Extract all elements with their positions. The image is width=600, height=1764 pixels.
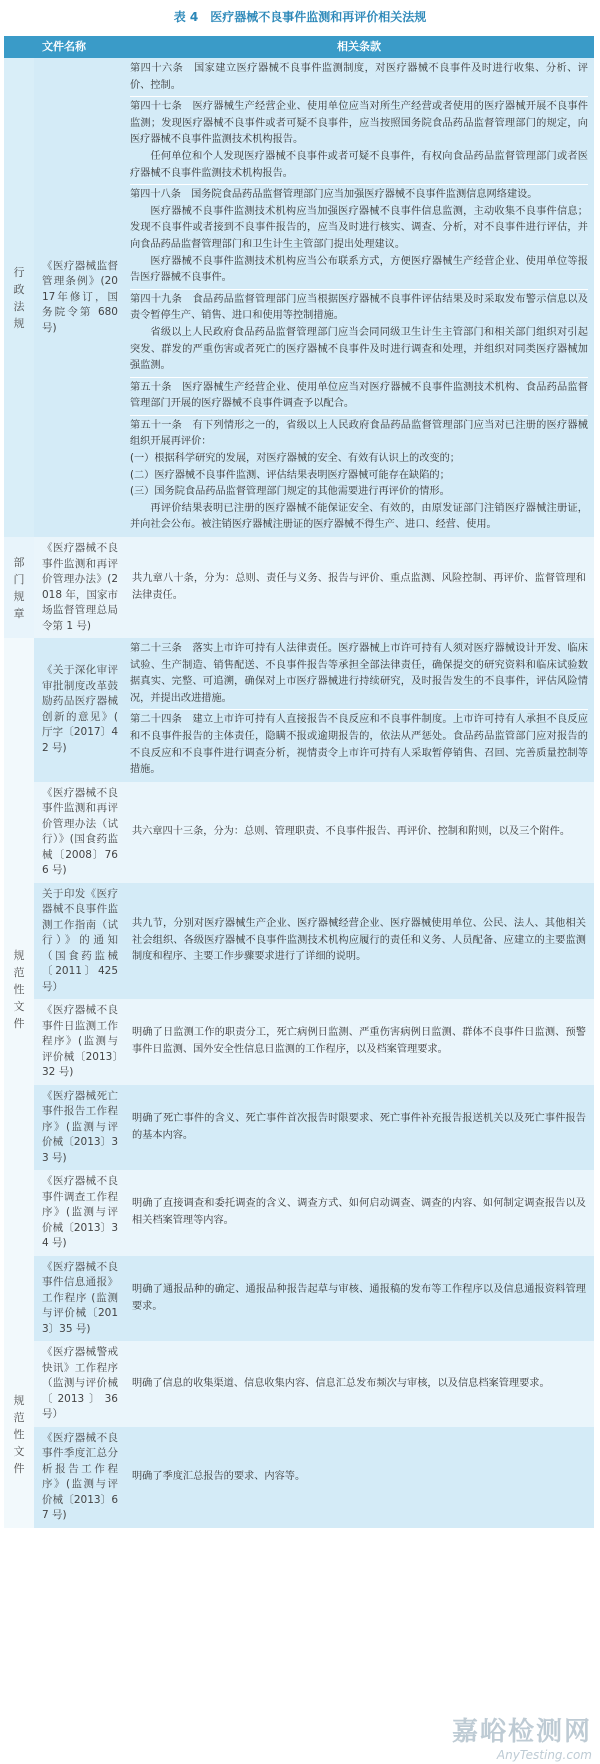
clause-paragraph: 第二十三条 落实上市许可持有人法律责任。医疗器械上市许可持有人须对医疗器械设计开发、临床试验、生产制造、销售配送、不良事件报告等承担全部法律责任，确保提交的研究资料和临床试验数据真实、完整、可追溯，确保对上市医疗器械进行持续研究，及时报告发生的不良事件，评估风险情况，并提出改进措施。 <box>130 643 588 704</box>
clause-paragraph: 第二十四条 建立上市许可持有人直接报告不良反应和不良事件制度。上市许可持有人承担不良反应和不良事件报告的主体责任，隐瞒不报或逾期报告的，依法从严惩处。食品药品监管部门应对报告的不良反应和不良事件进行调查分析，视情责令上市许可持有人采取暂停销售、召回、完善质量控制等措施。 <box>130 714 588 776</box>
watermark <box>452 1711 592 1762</box>
clause-list-item: (二）医疗器械不良事件监测、评估结果表明医疗器械可能存在缺陷的； <box>130 469 450 481</box>
table-row <box>4 1170 594 1256</box>
clause-list-item: (三）国务院食品药品监督管理部门规定的其他需要进行再评价的情形。 <box>130 486 450 498</box>
clause-content <box>124 1085 594 1171</box>
document-name: 《医疗器械死亡事件报告工作程序》(监测与评价械〔2013〕33 号) <box>34 1085 124 1171</box>
clause-paragraph: 明确了通报品种的确定、通报品种报告起草与审核、通报稿的发布等工作程序以及信息通报资料管理要求。 <box>132 1283 586 1312</box>
document-name: 《医疗器械不良事件信息通报》工作程序 (监测与评价械〔2013〕35 号) <box>34 1256 124 1342</box>
table-row <box>4 782 594 883</box>
category-departmental-rules: 部门规章 <box>4 537 34 638</box>
clause-content <box>124 1341 594 1427</box>
clause-paragraph: 医疗器械不良事件监测技术机构应当公布联系方式，方便医疗器械生产经营企业、使用单位等报告医疗器械不良事件。 <box>130 255 588 284</box>
clause-paragraph: 第四十七条 医疗器械生产经营企业、使用单位应当对所生产经营或者使用的医疗器械开展不良事件监测；发现医疗器械不良事件或者可疑不良事件，应当按照国务院食品药品监督管理部门的规定，向医疗器械不良事件监测技术机构报告。 <box>130 101 588 146</box>
header-document-name: 文件名称 <box>4 36 124 58</box>
table-row <box>4 883 594 1000</box>
document-name: 《医疗器械不良事件监测和再评价管理办法（试行）》(国食药监械〔2008〕766 号) <box>34 782 124 883</box>
watermark-en: AnyTesting.com <box>496 1748 592 1762</box>
clause-paragraph: 明确了季度汇总报告的要求、内容等。 <box>132 1470 306 1482</box>
clause-paragraph: 第四十六条 国家建立医疗器械不良事件监测制度，对医疗器械不良事件及时进行收集、分析、评价、控制。 <box>130 63 588 91</box>
clause-paragraph: 第五十一条 有下列情形之一的，省级以上人民政府食品药品监督管理部门应当对已注册的医疗器械组织开展再评价： <box>130 419 588 448</box>
clause-paragraph: 第四十九条 食品药品监督管理部门应当根据医疗器械不良事件评估结果及时采取发布警示信息以及责令暂停生产、销售、进口和使用等控制措施。 <box>130 293 588 322</box>
clause-content <box>124 638 594 782</box>
clause-paragraph: 明确了死亡事件的含义、死亡事件首次报告时限要求、死亡事件补充报告报送机关以及死亡事件报告的基本内容。 <box>132 1112 586 1141</box>
clause-paragraph: 共九节，分别对医疗器械生产企业、医疗器械经营企业、医疗器械使用单位、公民、法人、其他相关社会组织、各级医疗器械不良事件监测技术机构应履行的责任和义务、人员配备、应建立的主要监测制度和程序、主要工作步骤要求进行了详细的说明。 <box>132 918 586 963</box>
table-row <box>4 1341 594 1427</box>
table-header-row <box>4 36 594 58</box>
clause-paragraph: 第四十八条 国务院食品药品监督管理部门应当加强医疗器械不良事件监测信息网络建设。 <box>130 189 538 201</box>
clause-paragraph: 省级以上人民政府食品药品监督管理部门应当会同同级卫生计生主管部门和相关部门组织对引起突发、群发的严重伤害或者死亡的医疗器械不良事件及时进行调查和处理，并组织对同类医疗器械加强监测。 <box>130 326 588 372</box>
clause-paragraph: 再评价结果表明已注册的医疗器械不能保证安全、有效的，由原发证部门注销医疗器械注册证，并向社会公布。被注销医疗器械注册证的医疗器械不得生产、进口、经营、使用。 <box>130 502 588 531</box>
clause-paragraph: 共九章八十条，分为：总则、责任与义务、报告与评价、重点监测、风险控制、再评价、监督管理和法律责任。 <box>132 572 586 601</box>
document-name: 《关于深化审评审批制度改革鼓励药品医疗器械创新的意见》( 厅字〔2017〕42 号) <box>34 638 124 782</box>
clause-content <box>124 537 594 638</box>
watermark-cn: 嘉峪检测网 <box>451 1717 592 1747</box>
clause-paragraph: 任何单位和个人发现医疗器械不良事件或者可疑不良事件，有权向食品药品监督管理部门或者医疗器械不良事件监测技术机构报告。 <box>130 150 588 179</box>
clause-content <box>124 1427 594 1528</box>
document-name: 《医疗器械不良事件季度汇总分析报告工作程序》(监测与评价械〔2013〕67 号) <box>34 1427 124 1528</box>
document-name: 《医疗器械不良事件调查工作程序》(监测与评价械〔2013〕34 号) <box>34 1170 124 1256</box>
table-title <box>0 0 600 34</box>
table-caption: 医疗器械不良事件监测和再评价相关法规 <box>210 10 427 24</box>
table-row <box>4 1256 594 1342</box>
clause-content <box>124 58 594 537</box>
clause-content <box>124 1170 594 1256</box>
clause-paragraph: 明确了信息的收集渠道、信息收集内容、信息汇总发布频次与审核，以及信息档案管理要求。 <box>132 1377 550 1389</box>
category-administrative-regulations: 行政法规 <box>4 58 34 537</box>
clause-paragraph: 医疗器械不良事件监测技术机构应当加强医疗器械不良事件信息监测，主动收集不良事件信息；发现不良事件或者接到不良事件报告的，应当及时进行核实、调查、分析，对不良事件进行评估，并向食品药品监督管理部门和卫生计生主管部门提出处理建议。 <box>130 205 588 250</box>
clause-paragraph: 共六章四十三条，分为：总则、管理职责、不良事件报告、再评价、控制和附则，以及三个附件。 <box>132 825 571 837</box>
document-name: 关于印发《医疗器械不良事件监测工作指南（试行）》的通知（国食药监械〔2011〕425 号） <box>34 883 124 1000</box>
table-row <box>4 58 594 537</box>
clause-paragraph: 明确了直接调查和委托调查的含义、调查方式、如何启动调查、调查的内容、如何制定调查报告以及相关档案管理等内容。 <box>132 1198 586 1227</box>
clause-content <box>124 999 594 1085</box>
document-name: 《医疗器械不良事件日监测工作程序》(监测与评价械〔2013〕32 号) <box>34 999 124 1085</box>
table-row <box>4 1085 594 1171</box>
table-row <box>4 999 594 1085</box>
clause-paragraph: 第五十条 医疗器械生产经营企业、使用单位应当对医疗器械不良事件监测技术机构、食品药品监督管理部门开展的医疗器械不良事件调查予以配合。 <box>130 381 588 410</box>
table-number: 表 4 <box>173 10 199 24</box>
table-row <box>4 1427 594 1528</box>
clause-content <box>124 1256 594 1342</box>
clause-paragraph: 明确了日监测工作的职责分工，死亡病例日监测、严重伤害病例日监测、群体不良事件日监测、预警事件日监测、国外安全性信息日监测的工作程序，以及档案管理要求。 <box>132 1027 586 1056</box>
regulations-table <box>4 36 594 1528</box>
document-name: 《医疗器械监督管理条例》(2017年修订，国务院令第 680 号) <box>34 58 124 537</box>
table-row <box>4 638 594 782</box>
clause-list-item: (一）根据科学研究的发展，对医疗器械的安全、有效有认识上的改变的； <box>130 453 460 465</box>
document-name: 《医疗器械警戒快讯》工作程序（监测与评价械〔2013〕36 号） <box>34 1341 124 1427</box>
table-row <box>4 537 594 638</box>
header-related-clauses: 相关条款 <box>124 36 594 58</box>
clause-content <box>124 883 594 1000</box>
clause-content <box>124 782 594 883</box>
category-normative-documents-continued: 规范性文件 <box>4 1341 34 1528</box>
category-normative-documents: 规范性文件 <box>4 638 34 1341</box>
document-name: 《医疗器械不良事件监测和再评价管理办法》(2018 年，国家市场监督管理总局令第 1 号) <box>34 537 124 638</box>
